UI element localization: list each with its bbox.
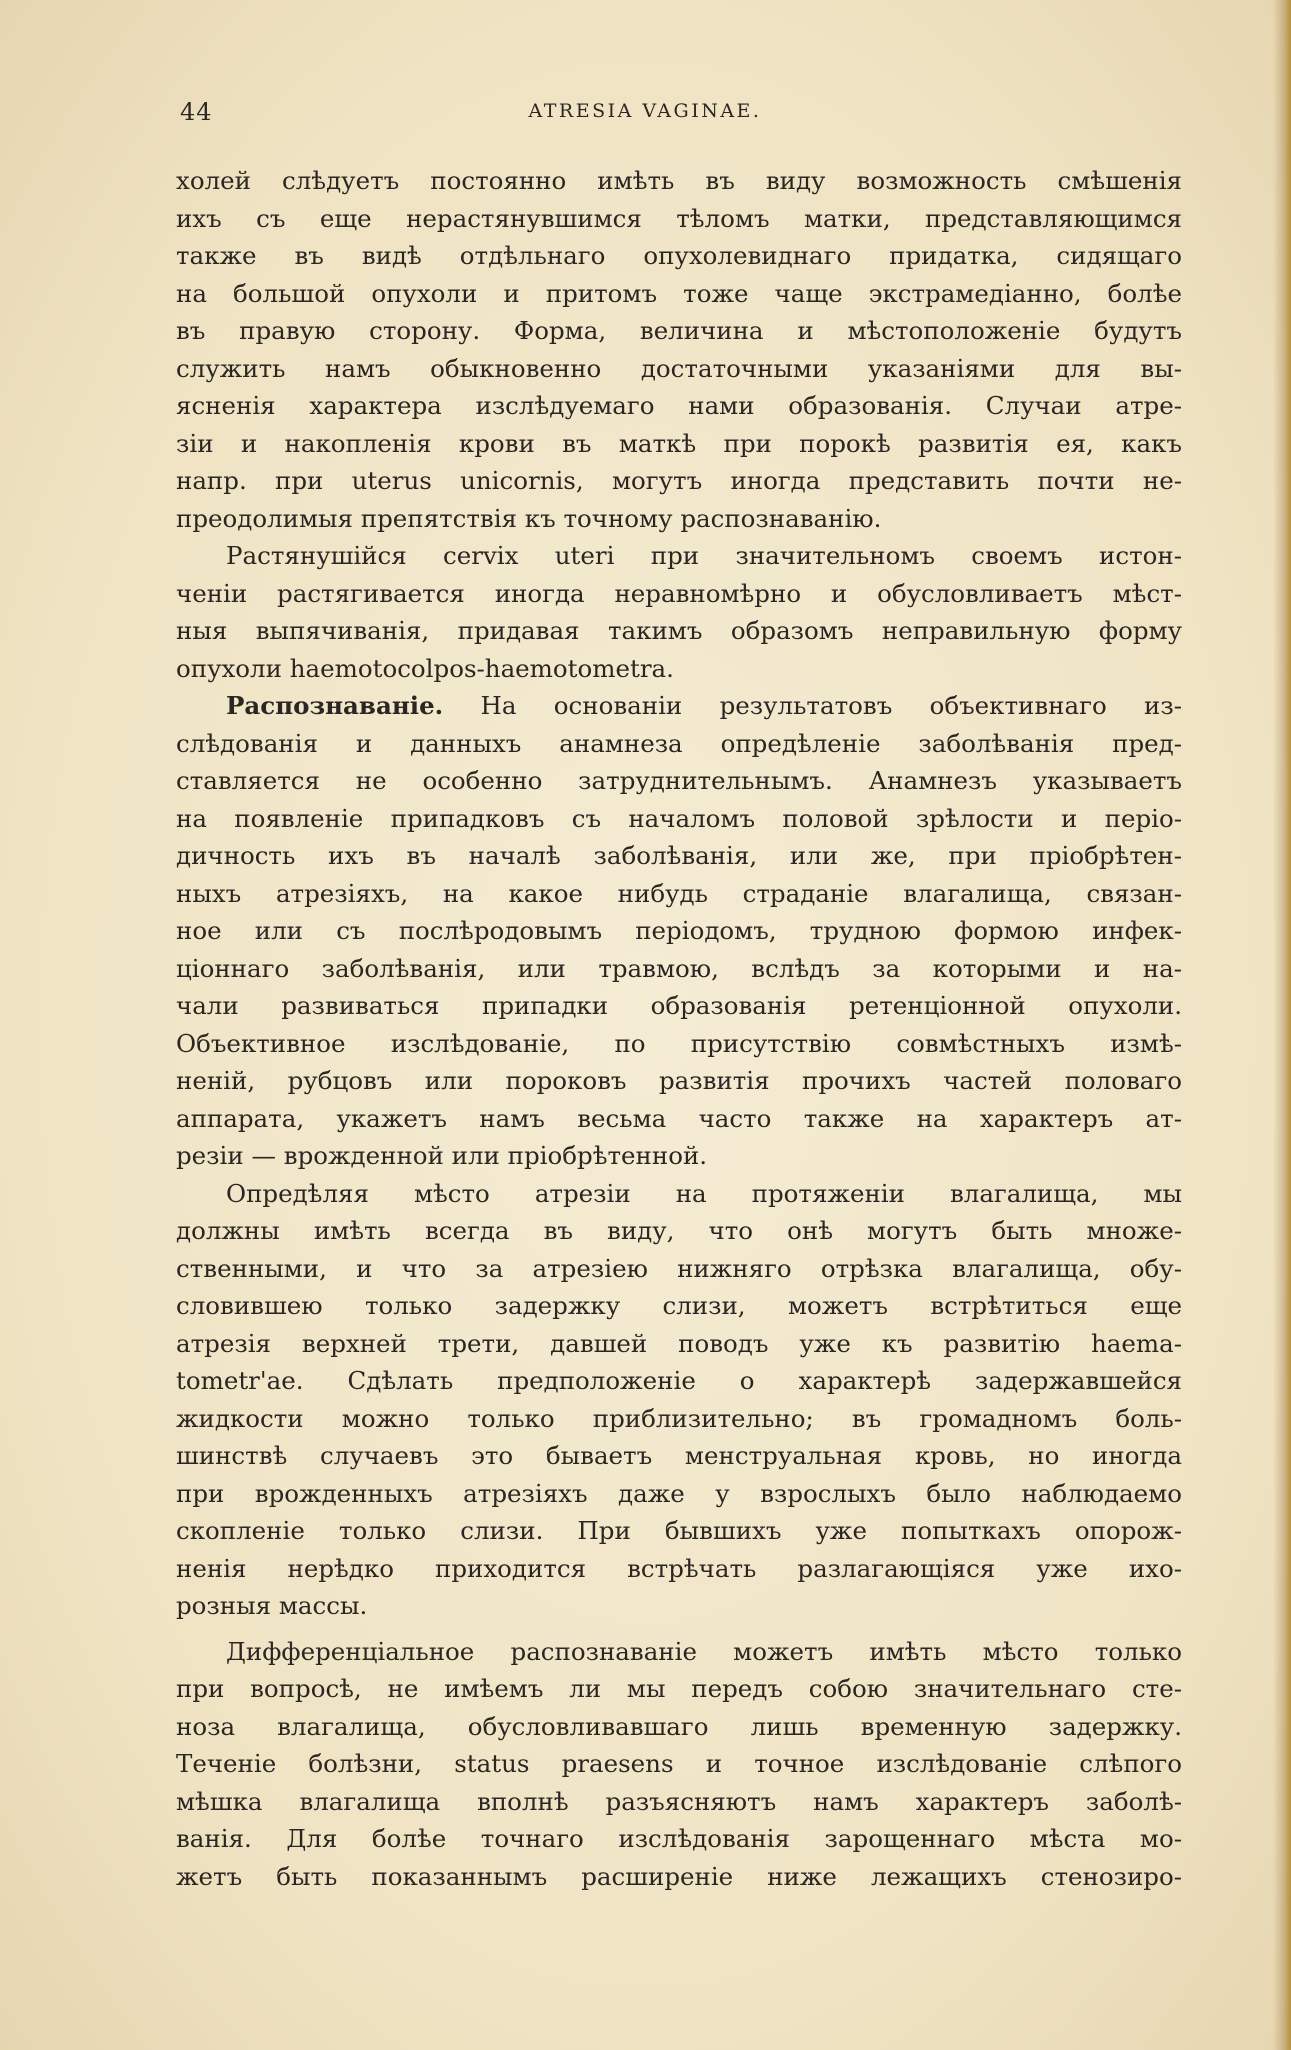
- running-title: ATRESIA VAGINAE.: [528, 100, 762, 122]
- text-line: Объективное изслѣдованіе, по присутствію совмѣстныхъ измѣ-: [176, 1028, 1182, 1058]
- text-line: на большой опухоли и притомъ тоже чаще экстрамедіанно, болѣе: [176, 278, 1182, 308]
- text-line: холей слѣдуетъ постоянно имѣть въ виду возможность смѣшенія: [176, 166, 1182, 195]
- text-line: мѣшка влагалища вполнѣ разъясняютъ намъ характеръ заболѣ-: [176, 1786, 1182, 1816]
- text-line: ненія нерѣдко приходится встрѣчать разлагающіяся уже ихо-: [176, 1553, 1182, 1583]
- text-line: ціоннаго заболѣванія, или травмою, вслѣдъ за которыми и на-: [176, 953, 1182, 983]
- text-line: неній, рубцовъ или пороковъ развитія прочихъ частей половаго: [176, 1066, 1182, 1095]
- text-fragment: На основаніи результатовъ объективнаго из-: [480, 691, 1182, 720]
- text-line: дичность ихъ въ началѣ заболѣванія, или же, при пріобрѣтен-: [176, 841, 1182, 870]
- text-line: Дифференціальное распознаваніе можетъ имѣть мѣсто только: [226, 1636, 1182, 1666]
- text-line: также въ видѣ отдѣльнаго опухолевиднаго придатка, сидящаго: [176, 241, 1182, 270]
- page-edge-shadow: [1273, 0, 1291, 2050]
- text-line: слѣдованія и данныхъ анамнеза опредѣленіе заболѣванія пред-: [176, 728, 1182, 758]
- text-line: ныя выпячиванія, придавая такимъ образомъ неправильную форму: [176, 616, 1182, 645]
- section-heading: Распознаваніе.: [226, 691, 444, 720]
- text-line: розныя массы.: [176, 1591, 368, 1620]
- text-line: должны имѣть всегда въ виду, что онѣ могутъ быть множе-: [176, 1216, 1182, 1245]
- text-line: на появленіе припадковъ съ началомъ половой зрѣлости и періо-: [176, 803, 1182, 833]
- text-line: шинствѣ случаевъ это бываетъ менструальная кровь, но иногда: [176, 1441, 1182, 1470]
- text-line: резіи — врожденной или пріобрѣтенной.: [176, 1141, 708, 1170]
- text-line: преодолимыя препятствія къ точному распознаванію.: [176, 503, 882, 533]
- text-line: аппарата, укажетъ намъ весьма часто также на характеръ ат-: [176, 1103, 1182, 1133]
- text-line: чали развиваться припадки образованія ретенціонной опухоли.: [176, 991, 1182, 1020]
- text-line: Опредѣляя мѣсто атрезіи на протяженіи влагалища, мы: [226, 1178, 1182, 1208]
- text-line: ихъ съ еще нерастянувшимся тѣломъ матки, представляющимся: [176, 203, 1182, 233]
- text-line: скопленіе только слизи. При бывшихъ уже попыткахъ опорож-: [176, 1516, 1182, 1545]
- body-text: [176, 162, 1182, 1895]
- text-line: служить намъ обыкновенно достаточными указаніями для вы-: [176, 353, 1182, 383]
- text-line: ванія. Для болѣе точнаго изслѣдованія зарощеннаго мѣста мо-: [176, 1824, 1182, 1853]
- text-line: ченіи растягивается иногда неравномѣрно и обусловливаетъ мѣст-: [176, 578, 1182, 608]
- text-line: при врожденныхъ атрезіяхъ даже у взрослыхъ было наблюдаемо: [176, 1478, 1182, 1508]
- running-head: [180, 98, 1110, 128]
- text-line: атрезія верхней трети, давшей поводъ уже къ развитію haema-: [176, 1328, 1182, 1358]
- text-line: въ правую сторону. Форма, величина и мѣстоположеніе будутъ: [176, 316, 1182, 345]
- text-line: опухоли haemotocolpos-haemotometra.: [176, 653, 674, 683]
- text-line: tometr'ae. Сдѣлать предположеніе о характерѣ задержавшейся: [176, 1366, 1182, 1395]
- text-line: ное или съ послѣродовымъ періодомъ, трудною формою инфек-: [176, 916, 1182, 945]
- text-line: жетъ быть показаннымъ расширеніе ниже лежащихъ стенозиро-: [176, 1861, 1182, 1891]
- text-line: зіи и накопленія крови въ маткѣ при порокѣ развитія ея, какъ: [176, 428, 1182, 458]
- text-line: ясненія характера изслѣдуемаго нами образованія. Случаи атре-: [176, 391, 1182, 420]
- text-line: жидкости можно только приблизительно; въ громадномъ боль-: [176, 1403, 1182, 1433]
- text-line: ственными, и что за атрезіею нижняго отрѣзка влагалища, обу-: [176, 1253, 1182, 1283]
- text-line: Теченіе болѣзни, status praesens и точное изслѣдованіе слѣпого: [176, 1749, 1182, 1778]
- page-number: 44: [180, 98, 213, 126]
- text-line: при вопросѣ, не имѣемъ ли мы передъ собою значительнаго сте-: [176, 1674, 1182, 1703]
- text-line: Растянушійся cervix uteri при значительномъ своемъ истон-: [226, 541, 1182, 570]
- text-line: ныхъ атрезіяхъ, на какое нибудь страданіе влагалища, связан-: [176, 878, 1182, 908]
- text-line: ноза влагалища, обусловливавшаго лишь временную задержку.: [176, 1711, 1182, 1741]
- text-line: словившею только задержку слизи, можетъ встрѣтиться еще: [176, 1291, 1182, 1320]
- text-line: напр. при uterus unicornis, могутъ иногда представить почти не-: [176, 466, 1182, 495]
- text-line: [176, 687, 1182, 725]
- text-line: ставляется не особенно затруднительнымъ. Анамнезъ указываетъ: [176, 766, 1182, 795]
